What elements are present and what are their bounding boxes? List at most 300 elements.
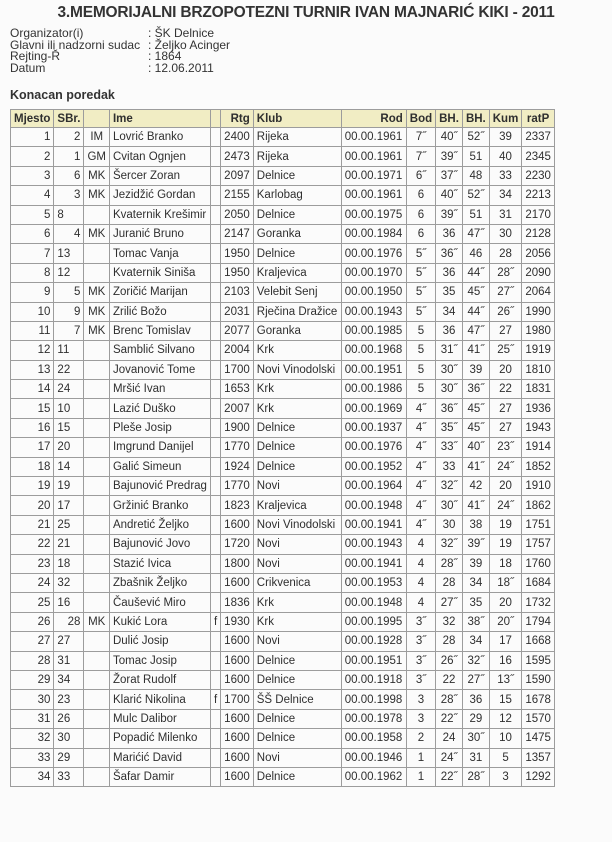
cell-rating: 1770: [221, 438, 254, 457]
cell-points: 5˝: [406, 244, 435, 263]
column-header-start-number: SBr.: [54, 110, 84, 128]
table-row: [11, 224, 555, 243]
table-row: [11, 360, 555, 379]
column-header-rating: Rtg: [221, 110, 254, 128]
cell-cumulative: 20: [489, 360, 522, 379]
cell-club: Novi: [253, 632, 341, 651]
cell-rating: 1700: [221, 360, 254, 379]
table-row: [11, 438, 555, 457]
cell-buchholz-2: 39: [462, 554, 489, 573]
cell-rating: 1950: [221, 244, 254, 263]
table-body: [11, 128, 555, 787]
cell-title: [84, 418, 110, 437]
cell-points: 3˝: [406, 632, 435, 651]
cell-points: 5: [406, 380, 435, 399]
cell-gender: [210, 457, 220, 476]
cell-buchholz-2: 34: [462, 573, 489, 592]
cell-title: MK: [84, 612, 110, 631]
cell-club: Delnice: [253, 651, 341, 670]
cell-gender: [210, 302, 220, 321]
cell-buchholz-2: 30˝: [462, 729, 489, 748]
cell-title: MK: [84, 302, 110, 321]
cell-buchholz-2: 47˝: [462, 224, 489, 243]
cell-gender: [210, 709, 220, 728]
cell-performance-rating: 1732: [522, 593, 555, 612]
cell-club: Delnice: [253, 457, 341, 476]
cell-rank: 20: [11, 496, 54, 515]
cell-performance-rating: 1910: [522, 477, 555, 496]
cell-buchholz: 36˝: [436, 399, 463, 418]
cell-points: 4˝: [406, 399, 435, 418]
cell-buchholz: 40˝: [436, 186, 463, 205]
cell-buchholz-2: 41˝: [462, 496, 489, 515]
cell-cumulative: 27˝: [489, 283, 522, 302]
cell-rank: 22: [11, 535, 54, 554]
cell-club: Delnice: [253, 767, 341, 786]
cell-rank: 3: [11, 166, 54, 185]
cell-name: Popadić Milenko: [109, 729, 210, 748]
table-row: [11, 399, 555, 418]
table-row: [11, 767, 555, 786]
cell-rank: 27: [11, 632, 54, 651]
cell-gender: [210, 496, 220, 515]
cell-buchholz-2: 45˝: [462, 399, 489, 418]
cell-performance-rating: 2213: [522, 186, 555, 205]
cell-buchholz-2: 41˝: [462, 457, 489, 476]
cell-gender: [210, 670, 220, 689]
cell-rating: 1950: [221, 263, 254, 282]
cell-birth-date: 00.00.1958: [341, 729, 406, 748]
table-row: [11, 263, 555, 282]
cell-rating: 1600: [221, 670, 254, 689]
cell-start-number: 1: [54, 147, 84, 166]
cell-rating: 2155: [221, 186, 254, 205]
cell-rank: 17: [11, 438, 54, 457]
cell-title: GM: [84, 147, 110, 166]
cell-gender: f: [210, 690, 220, 709]
cell-birth-date: 00.00.1961: [341, 147, 406, 166]
cell-cumulative: 27: [489, 399, 522, 418]
cell-buchholz-2: 34: [462, 632, 489, 651]
cell-start-number: 17: [54, 496, 84, 515]
cell-points: 7˝: [406, 147, 435, 166]
cell-title: [84, 380, 110, 399]
info-label: Rejting-Ř: [10, 49, 61, 63]
cell-birth-date: 00.00.1998: [341, 690, 406, 709]
cell-performance-rating: 1914: [522, 438, 555, 457]
cell-club: Novi: [253, 554, 341, 573]
cell-start-number: 34: [54, 670, 84, 689]
cell-rank: 34: [11, 767, 54, 786]
cell-buchholz: 34: [436, 302, 463, 321]
cell-start-number: 9: [54, 302, 84, 321]
cell-buchholz-2: 28˝: [462, 767, 489, 786]
cell-buchholz: 35˝: [436, 418, 463, 437]
cell-performance-rating: 2230: [522, 166, 555, 185]
info-value: : ŠK Delnice: [148, 26, 215, 40]
cell-points: 3˝: [406, 612, 435, 631]
table-row: [11, 147, 555, 166]
cell-buchholz: 30: [436, 515, 463, 534]
cell-gender: [210, 573, 220, 592]
cell-name: Tomac Vanja: [109, 244, 210, 263]
table-row: [11, 380, 555, 399]
cell-rating: 2147: [221, 224, 254, 243]
cell-name: Bajunović Jovo: [109, 535, 210, 554]
cell-cumulative: 27: [489, 321, 522, 340]
cell-performance-rating: 1595: [522, 651, 555, 670]
cell-points: 4˝: [406, 515, 435, 534]
cell-cumulative: 16: [489, 651, 522, 670]
cell-rank: 15: [11, 399, 54, 418]
cell-name: Imgrund Danijel: [109, 438, 210, 457]
cell-rating: 1924: [221, 457, 254, 476]
cell-performance-rating: 1684: [522, 573, 555, 592]
table-row: [11, 554, 555, 573]
cell-points: 4: [406, 535, 435, 554]
cell-name: Cvitan Ognjen: [109, 147, 210, 166]
cell-club: Karlobag: [253, 186, 341, 205]
cell-buchholz-2: 44˝: [462, 263, 489, 282]
cell-club: Krk: [253, 593, 341, 612]
cell-performance-rating: 1678: [522, 690, 555, 709]
cell-gender: [210, 593, 220, 612]
cell-gender: [210, 767, 220, 786]
cell-birth-date: 00.00.1968: [341, 341, 406, 360]
cell-club: Rijeka: [253, 128, 341, 147]
cell-performance-rating: 1919: [522, 341, 555, 360]
cell-performance-rating: 1943: [522, 418, 555, 437]
cell-birth-date: 00.00.1928: [341, 632, 406, 651]
cell-buchholz: 28: [436, 573, 463, 592]
cell-buchholz-2: 52˝: [462, 186, 489, 205]
table-row: [11, 709, 555, 728]
cell-title: [84, 457, 110, 476]
cell-club: Delnice: [253, 670, 341, 689]
cell-points: 5˝: [406, 283, 435, 302]
table-row: [11, 477, 555, 496]
cell-buchholz-2: 38˝: [462, 612, 489, 631]
cell-buchholz: 30˝: [436, 380, 463, 399]
cell-club: Goranka: [253, 321, 341, 340]
cell-title: [84, 709, 110, 728]
cell-points: 6: [406, 186, 435, 205]
cell-title: [84, 748, 110, 767]
cell-birth-date: 00.00.1918: [341, 670, 406, 689]
cell-gender: [210, 128, 220, 147]
cell-rank: 31: [11, 709, 54, 728]
cell-rank: 23: [11, 554, 54, 573]
table-row: [11, 690, 555, 709]
cell-name: Šercer Zoran: [109, 166, 210, 185]
cell-performance-rating: 2064: [522, 283, 555, 302]
cell-birth-date: 00.00.1941: [341, 515, 406, 534]
cell-title: MK: [84, 321, 110, 340]
cell-title: [84, 554, 110, 573]
cell-rating: 2097: [221, 166, 254, 185]
cell-name: Samblić Silvano: [109, 341, 210, 360]
cell-performance-rating: 1760: [522, 554, 555, 573]
table-row: [11, 205, 555, 224]
cell-start-number: 18: [54, 554, 84, 573]
cell-club: Delnice: [253, 438, 341, 457]
cell-gender: [210, 554, 220, 573]
cell-buchholz-2: 51: [462, 147, 489, 166]
cell-performance-rating: 1751: [522, 515, 555, 534]
cell-name: Mršić Ivan: [109, 380, 210, 399]
cell-performance-rating: 1794: [522, 612, 555, 631]
table-row: [11, 593, 555, 612]
cell-gender: [210, 244, 220, 263]
cell-name: Mulc Dalibor: [109, 709, 210, 728]
table-row: [11, 515, 555, 534]
cell-gender: [210, 263, 220, 282]
cell-cumulative: 40: [489, 147, 522, 166]
table-row: [11, 244, 555, 263]
cell-cumulative: 3: [489, 767, 522, 786]
cell-rating: 1700: [221, 690, 254, 709]
table-row: [11, 651, 555, 670]
cell-buchholz: 39˝: [436, 205, 463, 224]
column-header-performance-rating: ratP: [522, 110, 555, 128]
cell-name: Jovanović Tome: [109, 360, 210, 379]
cell-start-number: 8: [54, 205, 84, 224]
cell-cumulative: 23˝: [489, 438, 522, 457]
cell-cumulative: 10: [489, 729, 522, 748]
cell-rating: 1770: [221, 477, 254, 496]
cell-start-number: 29: [54, 748, 84, 767]
cell-gender: [210, 360, 220, 379]
section-title: Konacan poredak: [10, 88, 115, 102]
cell-cumulative: 26˝: [489, 302, 522, 321]
cell-club: Krk: [253, 612, 341, 631]
cell-birth-date: 00.00.1946: [341, 748, 406, 767]
cell-points: 4: [406, 573, 435, 592]
standings-table: [10, 109, 555, 787]
column-header-name: Ime: [109, 110, 210, 128]
cell-start-number: 12: [54, 263, 84, 282]
cell-birth-date: 00.00.1937: [341, 418, 406, 437]
cell-club: Krk: [253, 380, 341, 399]
cell-start-number: 13: [54, 244, 84, 263]
cell-title: [84, 341, 110, 360]
cell-title: [84, 438, 110, 457]
cell-rank: 32: [11, 729, 54, 748]
cell-cumulative: 28˝: [489, 263, 522, 282]
cell-performance-rating: 1668: [522, 632, 555, 651]
cell-birth-date: 00.00.1976: [341, 438, 406, 457]
cell-birth-date: 00.00.1941: [341, 554, 406, 573]
cell-title: [84, 477, 110, 496]
cell-title: [84, 535, 110, 554]
cell-points: 3˝: [406, 651, 435, 670]
cell-buchholz-2: 41˝: [462, 341, 489, 360]
cell-gender: [210, 224, 220, 243]
cell-rating: 1823: [221, 496, 254, 515]
cell-rank: 33: [11, 748, 54, 767]
cell-name: Lazić Duško: [109, 399, 210, 418]
cell-buchholz: 35: [436, 283, 463, 302]
cell-birth-date: 00.00.1975: [341, 205, 406, 224]
column-header-buchholz: BH.: [436, 110, 463, 128]
cell-gender: [210, 283, 220, 302]
cell-name: Tomac Josip: [109, 651, 210, 670]
cell-cumulative: 18: [489, 554, 522, 573]
cell-rating: 1600: [221, 729, 254, 748]
cell-name: Jezidžić Gordan: [109, 186, 210, 205]
cell-cumulative: 31: [489, 205, 522, 224]
cell-start-number: 15: [54, 418, 84, 437]
cell-birth-date: 00.00.1971: [341, 166, 406, 185]
table-row: [11, 186, 555, 205]
cell-buchholz: 24: [436, 729, 463, 748]
cell-rating: 2103: [221, 283, 254, 302]
cell-buchholz-2: 36: [462, 690, 489, 709]
cell-birth-date: 00.00.1969: [341, 399, 406, 418]
cell-birth-date: 00.00.1970: [341, 263, 406, 282]
cell-performance-rating: 1862: [522, 496, 555, 515]
cell-title: MK: [84, 166, 110, 185]
cell-points: 4: [406, 554, 435, 573]
cell-birth-date: 00.00.1962: [341, 767, 406, 786]
cell-birth-date: 00.00.1978: [341, 709, 406, 728]
cell-gender: [210, 748, 220, 767]
cell-name: Juranić Bruno: [109, 224, 210, 243]
cell-points: 3: [406, 709, 435, 728]
cell-buchholz: 31˝: [436, 341, 463, 360]
cell-title: [84, 399, 110, 418]
cell-title: [84, 670, 110, 689]
table-row: [11, 535, 555, 554]
cell-performance-rating: 2170: [522, 205, 555, 224]
cell-club: Novi Vinodolski: [253, 360, 341, 379]
cell-rating: 1930: [221, 612, 254, 631]
cell-rank: 8: [11, 263, 54, 282]
cell-rating: 1720: [221, 535, 254, 554]
cell-club: Crikvenica: [253, 573, 341, 592]
cell-name: Klarić Nikolina: [109, 690, 210, 709]
info-label: Glavni ili nadzorni sudac: [10, 37, 141, 52]
cell-cumulative: 19: [489, 515, 522, 534]
cell-points: 5: [406, 321, 435, 340]
cell-rank: 21: [11, 515, 54, 534]
cell-rank: 25: [11, 593, 54, 612]
cell-cumulative: 20: [489, 593, 522, 612]
cell-buchholz: 30˝: [436, 496, 463, 515]
cell-points: 4: [406, 593, 435, 612]
cell-rank: 24: [11, 573, 54, 592]
cell-club: Delnice: [253, 709, 341, 728]
cell-club: Delnice: [253, 729, 341, 748]
cell-performance-rating: 1810: [522, 360, 555, 379]
cell-name: Zrilić Božo: [109, 302, 210, 321]
cell-gender: [210, 729, 220, 748]
info-value: : 1864: [148, 49, 182, 63]
table-row: [11, 321, 555, 340]
cell-rank: 4: [11, 186, 54, 205]
cell-buchholz-2: 32˝: [462, 651, 489, 670]
table-row: [11, 573, 555, 592]
table-row: [11, 128, 555, 147]
cell-cumulative: 33: [489, 166, 522, 185]
column-header-birth-date: Rod: [341, 110, 406, 128]
cell-points: 1: [406, 748, 435, 767]
cell-title: IM: [84, 128, 110, 147]
cell-birth-date: 00.00.1964: [341, 477, 406, 496]
cell-start-number: 32: [54, 573, 84, 592]
cell-start-number: 16: [54, 593, 84, 612]
cell-performance-rating: 1570: [522, 709, 555, 728]
cell-cumulative: 15: [489, 690, 522, 709]
cell-points: 4˝: [406, 457, 435, 476]
table-row: [11, 496, 555, 515]
cell-title: [84, 205, 110, 224]
cell-title: MK: [84, 283, 110, 302]
cell-buchholz: 32˝: [436, 535, 463, 554]
cell-club: Delnice: [253, 418, 341, 437]
cell-rank: 10: [11, 302, 54, 321]
cell-name: Brenc Tomislav: [109, 321, 210, 340]
cell-birth-date: 00.00.1995: [341, 612, 406, 631]
cell-gender: [210, 341, 220, 360]
cell-rating: 2031: [221, 302, 254, 321]
cell-buchholz-2: 51: [462, 205, 489, 224]
table-header-row: [11, 110, 555, 128]
cell-birth-date: 00.00.1950: [341, 283, 406, 302]
cell-buchholz: 24˝: [436, 748, 463, 767]
cell-gender: [210, 147, 220, 166]
cell-club: Rijeka: [253, 147, 341, 166]
cell-start-number: 19: [54, 477, 84, 496]
info-row-date: [10, 60, 230, 75]
cell-start-number: 26: [54, 709, 84, 728]
cell-cumulative: 19: [489, 535, 522, 554]
cell-buchholz-2: 38: [462, 515, 489, 534]
column-header-title: [84, 110, 110, 128]
cell-rating: 1600: [221, 767, 254, 786]
cell-buchholz-2: 36˝: [462, 380, 489, 399]
cell-buchholz-2: 46: [462, 244, 489, 263]
cell-birth-date: 00.00.1961: [341, 186, 406, 205]
cell-club: Novi: [253, 477, 341, 496]
cell-cumulative: 20˝: [489, 612, 522, 631]
cell-points: 4˝: [406, 418, 435, 437]
table-row: [11, 457, 555, 476]
cell-birth-date: 00.00.1985: [341, 321, 406, 340]
cell-cumulative: 18˝: [489, 573, 522, 592]
cell-cumulative: 25˝: [489, 341, 522, 360]
cell-rating: 2007: [221, 399, 254, 418]
column-header-buchholz-2: BH.: [462, 110, 489, 128]
cell-club: Delnice: [253, 166, 341, 185]
cell-birth-date: 00.00.1951: [341, 651, 406, 670]
cell-rank: 14: [11, 380, 54, 399]
cell-name: Šafar Damir: [109, 767, 210, 786]
cell-points: 1: [406, 767, 435, 786]
cell-gender: [210, 477, 220, 496]
info-value: : 12.06.2011: [148, 60, 214, 75]
cell-gender: [210, 186, 220, 205]
cell-buchholz: 22˝: [436, 767, 463, 786]
cell-rating: 2004: [221, 341, 254, 360]
cell-title: [84, 263, 110, 282]
cell-buchholz: 36˝: [436, 244, 463, 263]
table-row: [11, 283, 555, 302]
cell-birth-date: 00.00.1976: [341, 244, 406, 263]
info-label: Organizator(i): [10, 26, 84, 40]
cell-buchholz: 28: [436, 632, 463, 651]
cell-birth-date: 00.00.1948: [341, 593, 406, 612]
